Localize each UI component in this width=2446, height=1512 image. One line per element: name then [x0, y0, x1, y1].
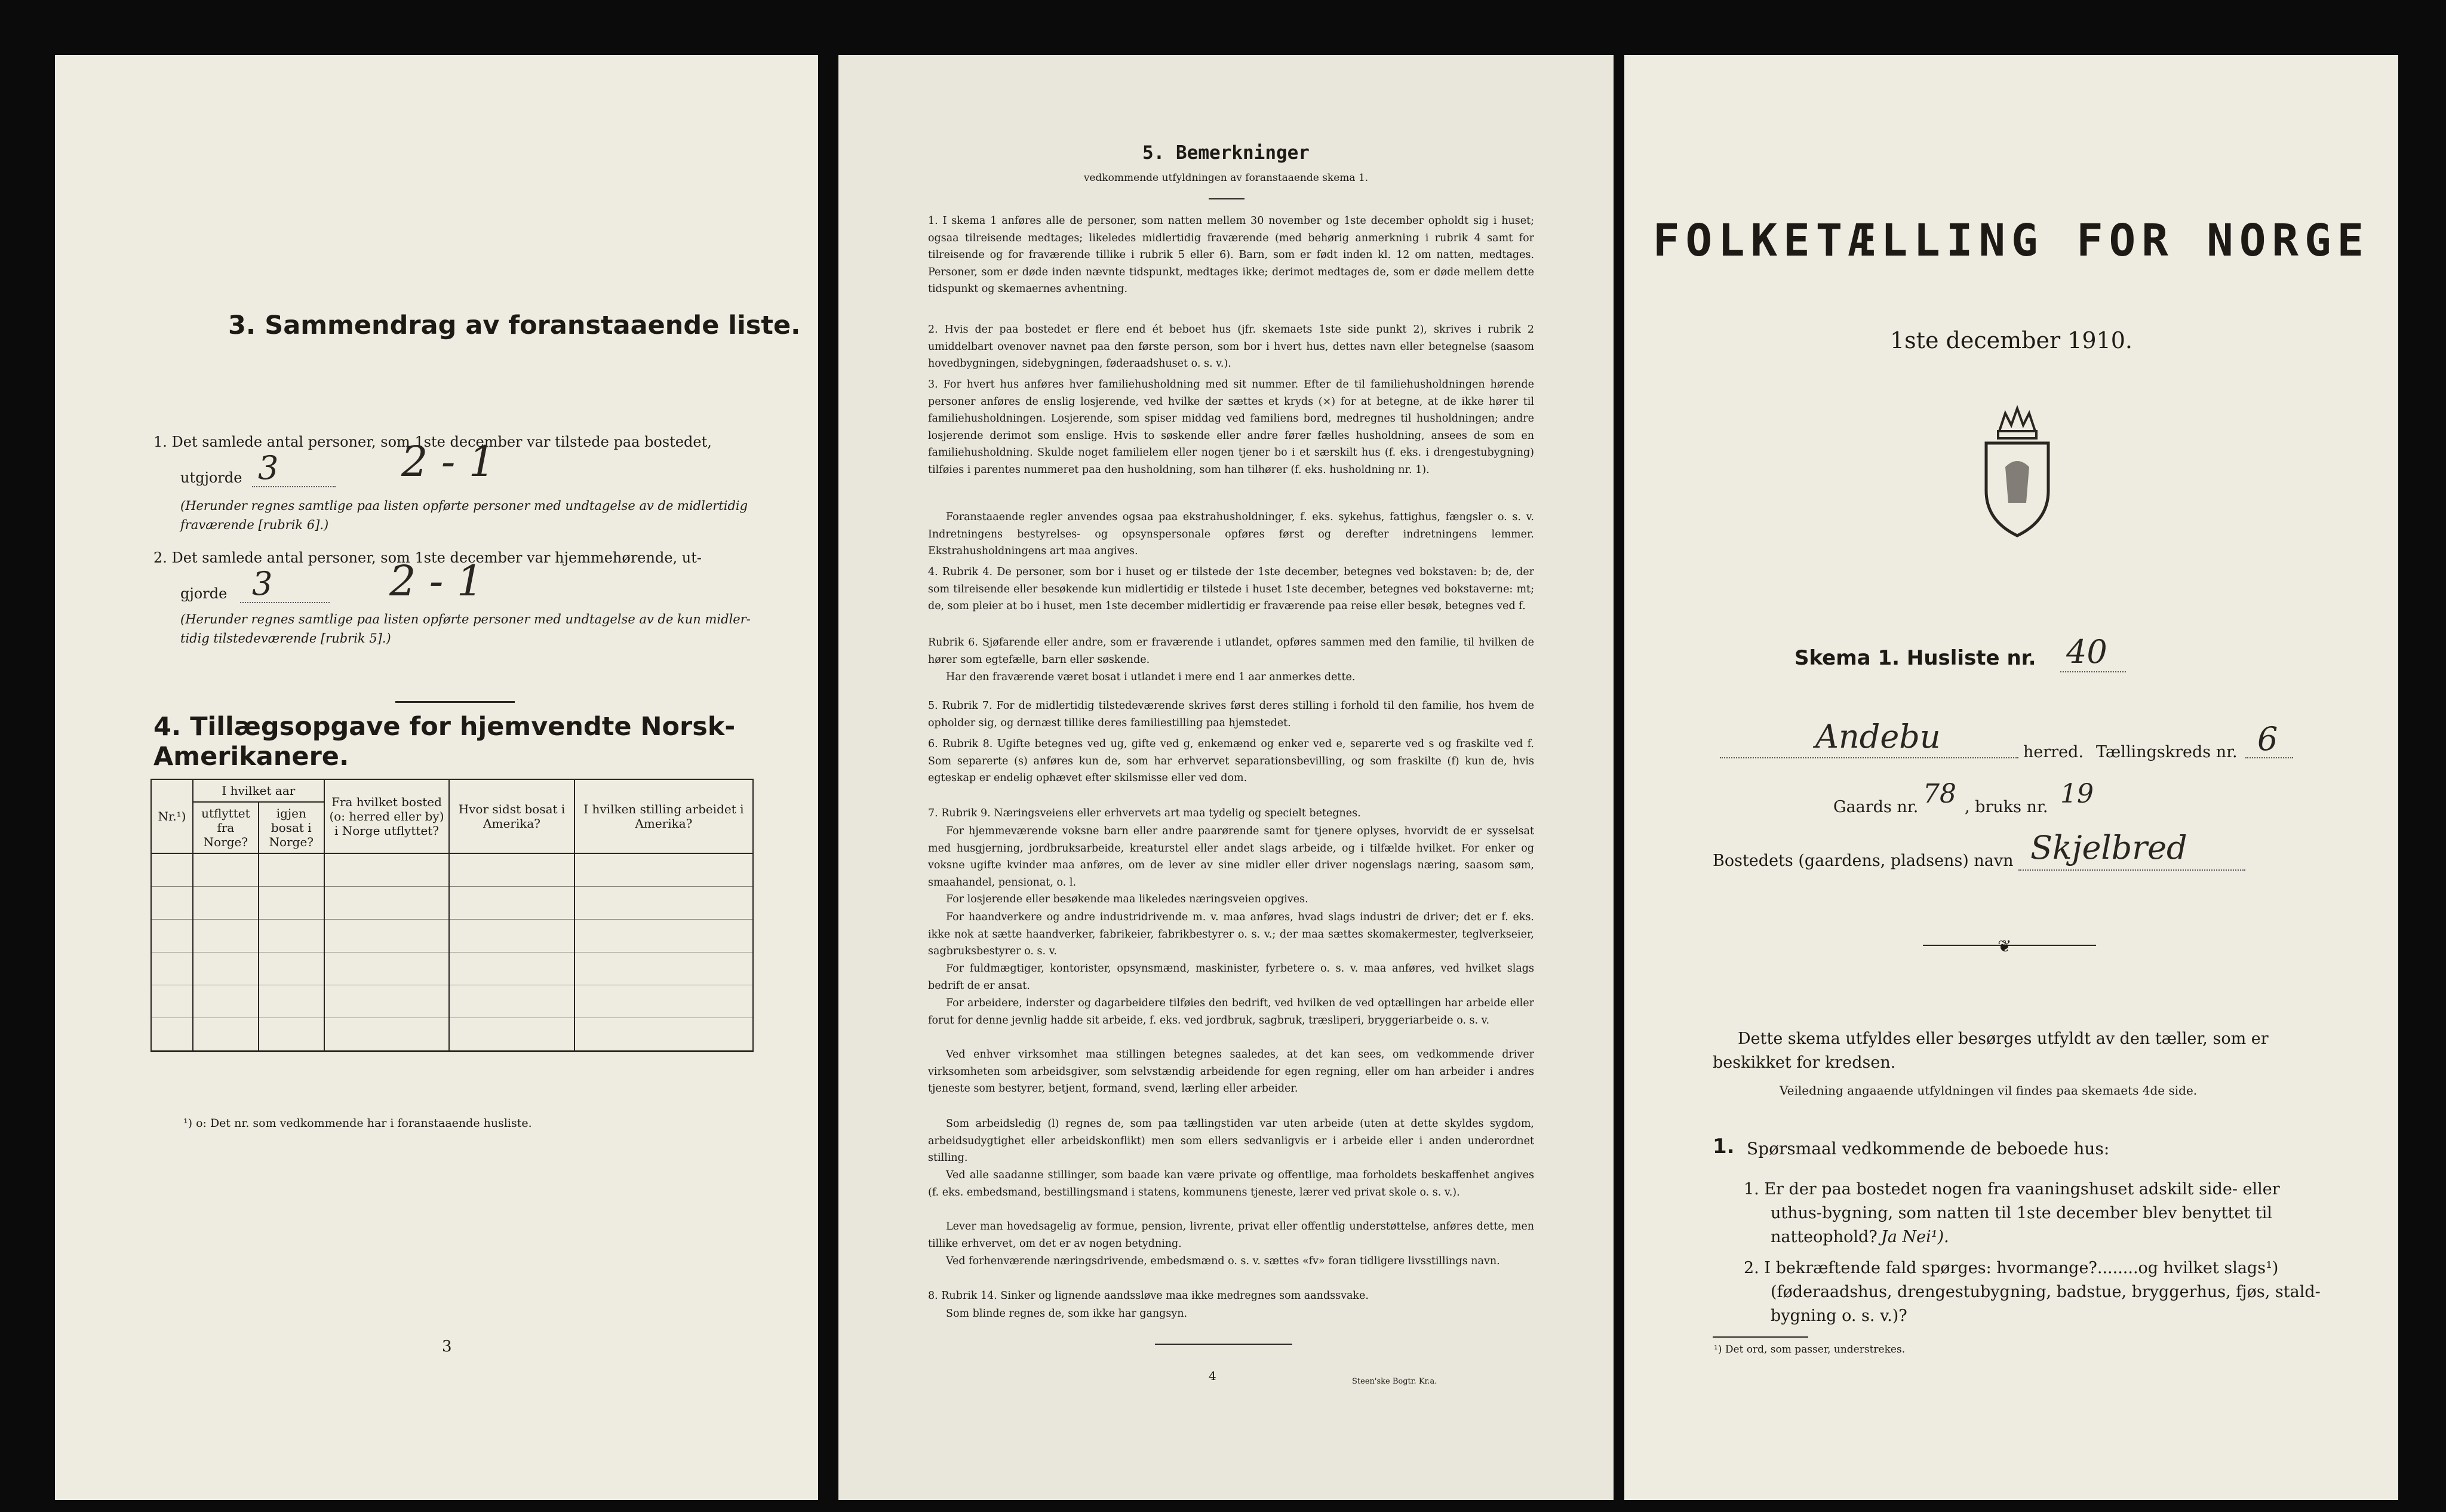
right-footnote: ¹) Det ord, som passer, understrekes. [1714, 1344, 1906, 1356]
remark-6: 6. Rubrik 8. Ugifte betegnes ved ug, gifte ved g, enkemænd og enker ved e, separerte ved s og fraskilte ved f. Som separerte (s) anføres kun de, som har erhvervet separationsbevilling, og som fraskilte (f) kun de, hvis egteskap er endelig ophævet efter skilsmisse eller ved dom. [928, 738, 1534, 784]
bosted-value: Skjelbred [2030, 829, 2187, 866]
remark-1: 1. I skema 1 anføres alle de personer, som natten mellem 30 november og 1ste december opholdt sig i huset; ogsaa tilreisende medtages; likeledes midlertidig fraværende (med behørig anmerkning i rubrik 4 samt for tilreisende og for fraværende tillike i rubrik 5 eller 6). Barn, som er født inden kl. 12 om natten, medtages. Personer, som er døde inden nævnte tidspunkt, medtages ikke; derimot medtages de, som er døde mellem dette tidspunkt og skemaernes avhentning. [928, 215, 1534, 295]
footnote-rule [1713, 1336, 1808, 1338]
col-stilling: I hvilken stilling arbeidet i Amerika? [574, 779, 753, 853]
remarks-subtitle: vedkommende utfyldningen av foranstaaende skema 1. [1083, 172, 1369, 184]
remark-7c: For losjerende eller besøkende maa likeledes næringsveien opgives. [946, 893, 1308, 905]
col-igjen: igjen bosat i Norge? [259, 802, 324, 853]
q2-value: 3 [252, 565, 273, 603]
remark-4b: Rubrik 6. Sjøfarende eller andre, som er fraværende i utlandet, opføres sammen med den familie, til hvilken de hører som egtefælle, barn eller søskende. [928, 637, 1534, 666]
remark-7: 7. Rubrik 9. Næringsveiens eller erhvervets art maa tydelig og specielt betegnes. [928, 807, 1361, 819]
intro-note: Veiledning angaaende utfyldningen vil findes paa skemaets 4de side. [1780, 1083, 2198, 1098]
intro-line-2: beskikket for kredsen. [1713, 1053, 1896, 1072]
col-hvor: Hvor sidst bosat i Amerika? [449, 779, 574, 853]
q2-note-1: (Herunder regnes samtlige paa listen opførte personer med undtagelse av de kun midler- [180, 612, 751, 626]
table-row [151, 887, 753, 920]
coat-of-arms-icon [1975, 401, 2059, 539]
table-row [151, 985, 753, 1018]
printer-mark: Steen'ske Bogtr. Kr.a. [1352, 1377, 1437, 1386]
bruks-value: 19 [2060, 779, 2094, 809]
remark-7i: Ved alle saadanne stillinger, som baade kan være private og offentlige, maa forholdets beskaffenhet angives (f. eks. embedsmand, bestillingsmand i statens, kommunens tjeneste, lærer ved privat skole o. s. v.). [928, 1169, 1534, 1198]
q2-fill-line [240, 602, 330, 603]
remark-8b: Som blinde regnes de, som ikke har gangsyn. [946, 1308, 1188, 1320]
q1-line-3: natteophold? [1771, 1228, 1877, 1246]
page-number-left: 3 [442, 1338, 452, 1356]
col-fra: Fra hvilket bosted (o: herred eller by) i Norge utflyttet? [324, 779, 450, 853]
q2-text: 2. Det samlede antal personer, som 1ste december var hjemmehørende, ut- [153, 549, 702, 566]
remark-7g: Ved enhver virksomhet maa stillingen betegnes saaledes, at det kan sees, om vedkommende driver virksomheten som arbeidsgiver, som selvstændig arbeidende for egen regning, eller om han arbeider i andres tjeneste som bestyrer, betjent, formand, svend, lærling eller arbeider. [928, 1049, 1534, 1095]
remark-4c: Har den fraværende været bosat i utlandet i mere end 1 aar anmerkes dette. [946, 671, 1356, 683]
remark-2: 2. Hvis der paa bostedet er flere end ét beboet hus (jfr. skemaets 1ste side punkt 2), skrives i rubrik 2 umiddelbart ovenover navnet paa den første person, som bor i hvert hus, dettes navn eller betegnelse (saasom hovedbygningen, sidebygningen, føderaadshuset o. s. v.). [928, 324, 1534, 370]
page-number-middle: 4 [1209, 1369, 1216, 1383]
remark-3b: Foranstaaende regler anvendes ogsaa paa ekstrahusholdninger, f. eks. sykehus, fattighus, fængsler o. s. v. Indretningens bestyrelses- og opsynspersonale opføres først og derefter indretningens lemmer. Ekstrahusholdningens art maa angives. [928, 511, 1534, 557]
remark-7d: For haandverkere og andre industridrivende m. v. maa anføres, hvad slags industri de driver; det er f. eks. ikke nok at sætte haandverker, fabrikeier, fabrikbestyrer o. s. v.; der maa sættes skomakermester, teglverkseier, sagbruksbestyrer o. s. v. [928, 911, 1534, 957]
remark-7b: For hjemmeværende voksne barn eller andre paarørende samt for tjenere oplyses, hvorvidt de er sysselsat med husgjerning, jordbruksarbeide, kreaturstel eller andet slags arbeide, og i tilfælde hvilket. For enker og voksne ugifte kvinder maa anføres, om de lever av sine midler eller driver nogenslags næring, saasom søm, smaahandel, pensionat, o. l. [928, 825, 1534, 889]
q2-label: gjorde [180, 585, 228, 602]
table-row [151, 853, 753, 887]
question-section-header: Spørsmaal vedkommende de beboede hus: [1747, 1139, 2110, 1158]
col-nr: Nr.¹) [151, 779, 193, 853]
col-utflyttet: utflyttet fra Norge? [193, 802, 259, 853]
husliste-nr: 40 [2066, 633, 2107, 671]
question-section-number: 1. [1713, 1135, 1735, 1158]
subtitle-rule [1209, 198, 1244, 199]
section3-title: 3. Sammendrag av foranstaaende liste. [228, 311, 801, 340]
section4-title: 4. Tillægsopgave for hjemvendte Norsk-Amerikanere. [153, 712, 736, 772]
remarks-title: 5. Bemerkninger [1142, 142, 1310, 164]
ornament-icon: ❦ [1998, 936, 2012, 956]
husliste-fill-line [2060, 671, 2126, 672]
section4-footnote: ¹) o: Det nr. som vedkommende har i foranstaaende husliste. [183, 1117, 532, 1130]
kreds-fill-line [2245, 757, 2293, 758]
remark-8: 8. Rubrik 14. Sinker og lignende aandssløve maa ikke medregnes som aandssvake. [928, 1290, 1369, 1302]
q1-text: 1. Det samlede antal personer, som 1ste december var tilstede paa bostedet, [153, 434, 712, 450]
q2-line-2: (føderaadshus, drengestubygning, badstue, bryggerhus, fjøs, stald- [1771, 1283, 2321, 1301]
right-page [1624, 55, 2398, 1500]
q1-handwriting: 2 - 1 [401, 437, 496, 486]
remark-7f: For arbeidere, inderster og dagarbeidere tilføies den bedrift, ved hvilken de ved optællingen har arbeide eller forut for denne jevnlig hadde sit arbeide, f. eks. ved jordbruk, sagbruk, træsliperi, bryggeriarbeide o. s. v. [928, 997, 1534, 1027]
kreds-value: 6 [2257, 720, 2278, 758]
census-title: FOLKETÆLLING FOR NORGE [1652, 215, 2370, 266]
skema-label: Skema 1. Husliste nr. [1794, 646, 2036, 670]
q2-note-2: tidig tilstedeværende [rubrik 5].) [180, 631, 391, 646]
table-row [151, 1018, 753, 1052]
divider [395, 701, 515, 703]
gaards-label: Gaards nr. [1833, 798, 1919, 816]
bosted-label: Bostedets (gaardens, pladsens) navn [1713, 852, 2014, 870]
q1-label: utgjorde [180, 469, 242, 486]
herred-value: Andebu [1815, 718, 1941, 755]
q1-note-2: fraværende [rubrik 6].) [180, 518, 329, 532]
norsk-amerikanere-table [150, 779, 754, 1052]
bruks-label: , bruks nr. [1965, 798, 2048, 816]
remark-3: 3. For hvert hus anføres hver familiehusholdning med sit nummer. Efter de til familiehusholdningen hørende personer anføres de enslig losjerende, ved hvilke der sættes et kryds (×) for at betegne, at de ikke hører til familiehusholdningen. Losjerende, som spiser middag ved familiens bord, medregnes til husholdningen; andre losjerende derimot som enslige. Hvis to søskende eller andre fører fælles husholdning, ansees de som en familiehusholdning. Skulde noget familielem eller nogen tjener bo i et særskilt hus (f. eks. i drengestubygning) tilføies i parentes nummeret paa den husholdning, som han tilhører (f. eks. husholdning nr. 1). [928, 379, 1534, 476]
q1-line-2: uthus-bygning, som natten til 1ste december blev benyttet til [1771, 1204, 2272, 1222]
q1-note-1: (Herunder regnes samtlige paa listen opførte personer med undtagelse av de midlertidig [180, 499, 748, 513]
table-row [151, 920, 753, 952]
remark-5: 5. Rubrik 7. For de midlertidig tilstedeværende skrives først deres stilling i forhold til den familie, hos hvem de opholder sig, og dernæst tillike deres familiestilling paa hjemstedet. [928, 700, 1534, 729]
middle-page [838, 55, 1614, 1500]
col-group-year: I hvilket aar [193, 779, 324, 802]
kreds-label: Tællingskreds nr. [2096, 743, 2238, 761]
q2-handwriting: 2 - 1 [389, 557, 484, 606]
q2-line-3: bygning o. s. v.)? [1771, 1307, 1907, 1325]
table-row [151, 952, 753, 985]
remark-7e: For fuldmægtiger, kontorister, opsynsmænd, maskinister, fyrbetere o. s. v. maa anføres, ved hvilket slags bedrift de er ansat. [928, 963, 1534, 992]
remark-7k: Ved forhenværende næringsdrivende, embedsmænd o. s. v. sættes «fv» foran tidligere livsstillings navn. [946, 1255, 1500, 1267]
remark-7h: Som arbeidsledig (l) regnes de, som paa tællingstiden var uten arbeide (uten at dette skyldes sygdom, arbeidsudygtighet eller arbeidskonflikt) men som ellers sedvanligvis er i arbeide eller i anden underordnet stilling. [928, 1118, 1534, 1164]
q1-line-1: 1. Er der paa bostedet nogen fra vaaningshuset adskilt side- eller [1744, 1180, 2280, 1198]
left-page [55, 55, 818, 1500]
census-date: 1ste december 1910. [1890, 327, 2132, 354]
q2-line-1: 2. I bekræftende fald spørges: hvormange?........og hvilket slags¹) [1744, 1259, 2279, 1277]
herred-label: herred. [2023, 743, 2084, 761]
bosted-fill-line [2018, 869, 2245, 871]
q1-answer: Ja Nei¹). [1881, 1228, 1949, 1246]
gaards-value: 78 [1923, 779, 1956, 809]
remark-4: 4. Rubrik 4. De personer, som bor i huset og er tilstede der 1ste december, betegnes ved bokstaven: b; de, der som tilreisende eller besøkende kun midlertidig er tilstede i huset 1ste december, betegnes ved bokstaverne: mt; de, som pleier at bo i huset, men 1ste december midlertidig er fraværende paa reise eller besøk, betegnes ved f. [928, 566, 1534, 612]
intro-line-1: Dette skema utfyldes eller besørges utfyldt av den tæller, som er [1738, 1029, 2269, 1048]
q1-value: 3 [258, 449, 279, 487]
q1-fill-line [252, 486, 336, 487]
bottom-rule [1155, 1344, 1292, 1345]
remark-7j: Lever man hovedsagelig av formue, pension, livrente, privat eller offentlig understøttelse, anføres dette, men tillike erhvervet, om det er av nogen betydning. [928, 1221, 1534, 1250]
herred-fill-line [1720, 757, 2018, 758]
